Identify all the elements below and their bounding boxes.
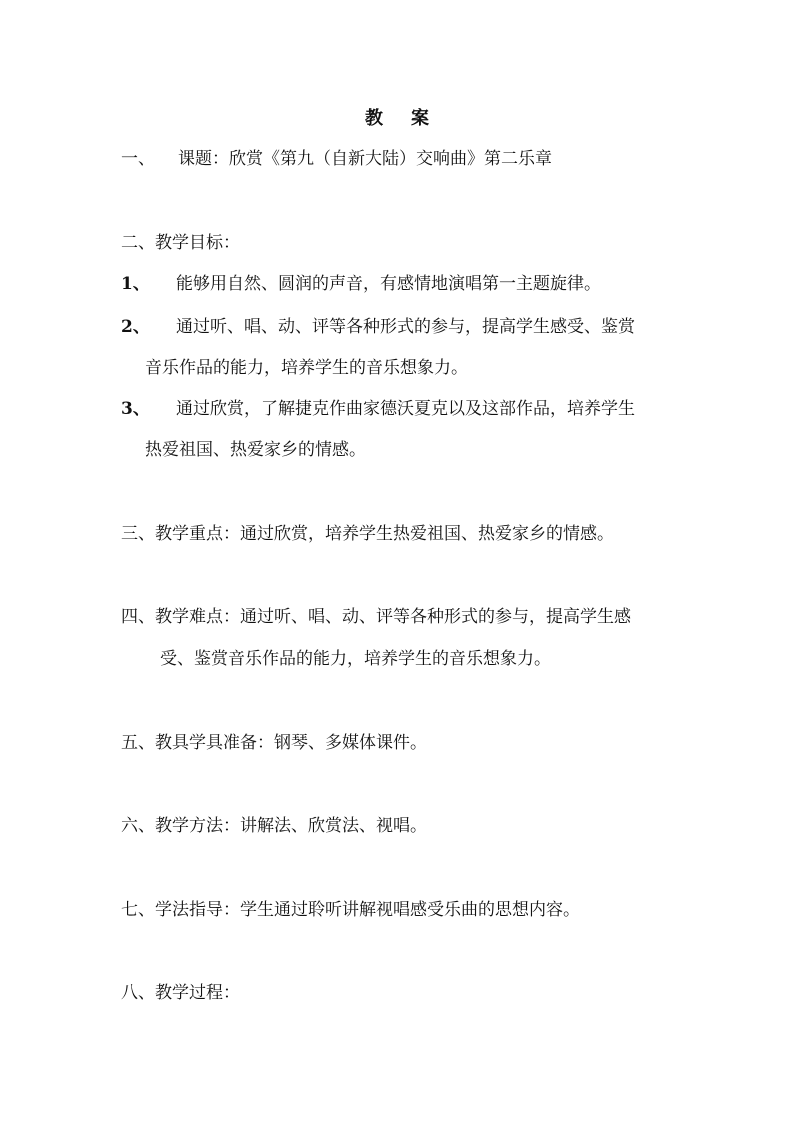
section-1-topic: 课题：欣赏《第九（自新大陆）交响曲》第二乐章 (178, 149, 552, 169)
section-4-difficulties-line1: 四、教学难点：通过听、唱、动、评等各种形式的参与，提高学生感 (121, 607, 631, 627)
goal-3-text-line1: 通过欣赏，了解捷克作曲家德沃夏克以及这部作品，培养学生 (176, 399, 635, 419)
goal-2-text-line1: 通过听、唱、动、评等各种形式的参与，提高学生感受、鉴赏 (176, 317, 635, 337)
title-part-1: 教 (365, 108, 383, 129)
section-3-key-points: 三、教学重点：通过欣赏，培养学生热爱祖国、热爱家乡的情感。 (121, 524, 614, 544)
goal-2-number: 2、 (121, 317, 150, 337)
section-7-guidance: 七、学法指导：学生通过聆听讲解视唱感受乐曲的思想内容。 (121, 900, 580, 920)
goal-3-text-line2: 热爱祖国、热爱家乡的情感。 (145, 440, 366, 460)
section-2-heading: 二、教学目标： (121, 233, 240, 253)
section-1-number: 一、 (121, 149, 155, 169)
goal-1-number: 1、 (121, 274, 150, 294)
section-6-methods: 六、教学方法：讲解法、欣赏法、视唱。 (121, 816, 427, 836)
page-title (0, 104, 794, 130)
goal-3-number: 3、 (121, 399, 150, 419)
title-part-2: 案 (411, 108, 429, 129)
section-8-process: 八、教学过程： (121, 983, 240, 1003)
goal-2-text-line2: 音乐作品的能力，培养学生的音乐想象力。 (145, 358, 468, 378)
section-4-difficulties-line2: 受、鉴赏音乐作品的能力，培养学生的音乐想象力。 (160, 649, 551, 669)
goal-1-text: 能够用自然、圆润的声音，有感情地演唱第一主题旋律。 (176, 274, 601, 294)
section-5-materials: 五、教具学具准备：钢琴、多媒体课件。 (121, 733, 427, 753)
